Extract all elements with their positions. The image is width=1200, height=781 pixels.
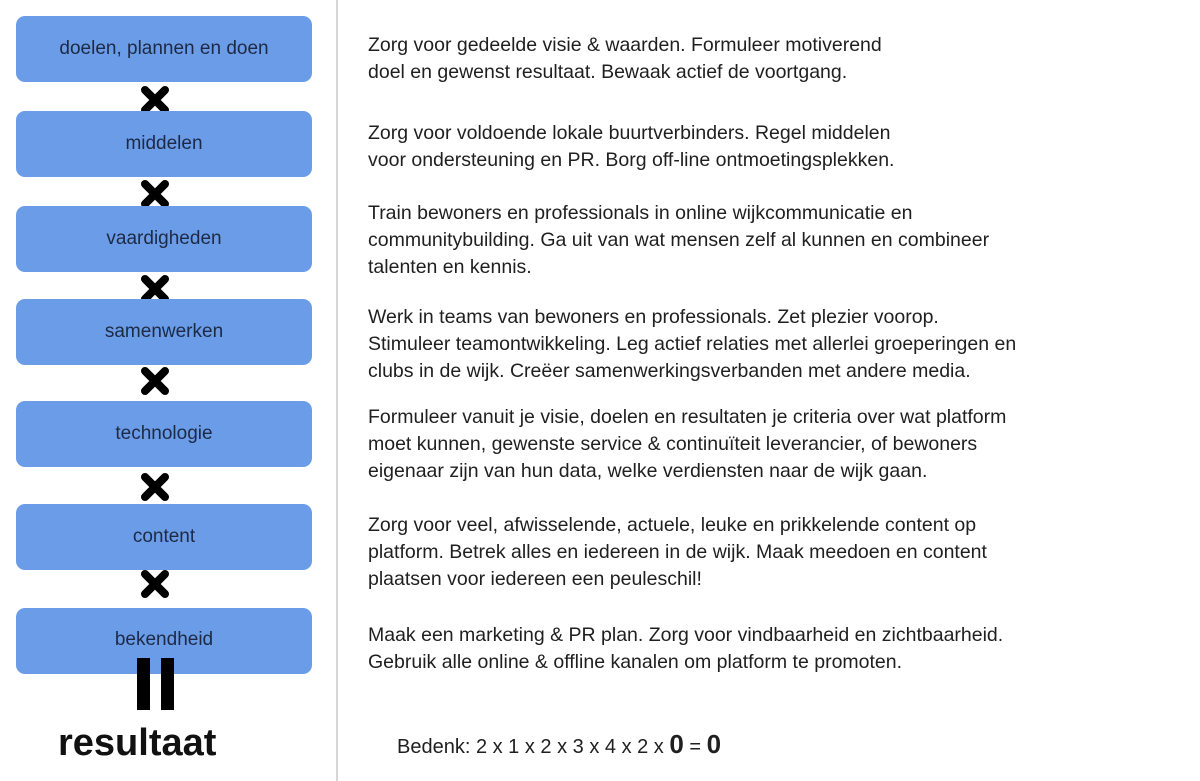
factor-box-vaardigheden bbox=[16, 206, 312, 272]
description-content bbox=[368, 512, 1188, 593]
factor-label: vaardigheden bbox=[106, 228, 222, 249]
description-line: Zorg voor veel, afwisselende, actuele, leuke en prikkelende content op bbox=[368, 514, 977, 536]
factor-label: content bbox=[132, 526, 196, 547]
description-line: doel en gewenst resultaat. Bewaak actief de voortgang. bbox=[368, 61, 848, 83]
description-bekendheid bbox=[368, 622, 1188, 676]
column-divider bbox=[336, 0, 338, 781]
multiply-icon bbox=[139, 471, 171, 503]
description-line: Gebruik alle online & offline kanalen om platform te promoten. bbox=[368, 651, 903, 673]
description-doelen bbox=[368, 32, 1188, 86]
factor-label: technologie bbox=[115, 423, 213, 444]
description-line: platform. Betrek alles en iedereen in de wijk. Maak meedoen en content bbox=[368, 541, 987, 563]
formula-zero-factor: 0 bbox=[669, 729, 684, 759]
description-line: clubs in de wijk. Creëer samenwerkingsverbanden met andere media. bbox=[368, 360, 971, 382]
description-technologie bbox=[368, 404, 1188, 485]
description-line: Formuleer vanuit je visie, doelen en resultaten je criteria over wat platform bbox=[368, 406, 1007, 428]
description-line: Zorg voor voldoende lokale buurtverbinders. Regel middelen bbox=[368, 122, 891, 144]
formula-outcome: 0 bbox=[706, 729, 722, 759]
description-line: talenten en kennis. bbox=[368, 256, 532, 278]
description-line: communitybuilding. Ga uit van wat mensen zelf al kunnen en combineer bbox=[368, 229, 990, 251]
factor-box-samenwerken bbox=[16, 299, 312, 365]
multiply-icon bbox=[139, 568, 171, 600]
description-line: eigenaar zijn van hun data, welke verdiensten naar de wijk gaan. bbox=[368, 460, 928, 482]
description-middelen bbox=[368, 120, 1188, 174]
description-line: Maak een marketing & PR plan. Zorg voor vindbaarheid en zichtbaarheid. bbox=[368, 624, 1004, 646]
description-line: Train bewoners en professionals in online wijkcommunicatie en bbox=[368, 202, 913, 224]
factor-box-middelen bbox=[16, 111, 312, 177]
formula-factors: Bedenk: 2 x 1 x 2 x 3 x 4 x 2 x bbox=[397, 736, 664, 758]
factor-box-content bbox=[16, 504, 312, 570]
description-line: Stimuleer teamontwikkeling. Leg actief relaties met allerlei groeperingen en bbox=[368, 333, 1017, 355]
description-line: plaatsen voor iedereen een peuleschil! bbox=[368, 568, 702, 590]
equals-icon bbox=[137, 658, 177, 710]
factor-box-doelen bbox=[16, 16, 312, 82]
description-samenwerken bbox=[368, 304, 1188, 385]
bedenk-formula bbox=[397, 729, 721, 760]
factor-box-technologie bbox=[16, 401, 312, 467]
description-line: voor ondersteuning en PR. Borg off-line ontmoetingsplekken. bbox=[368, 149, 895, 171]
multiply-icon bbox=[139, 365, 171, 397]
factor-label: middelen bbox=[125, 133, 203, 154]
description-line: Werk in teams van bewoners en professionals. Zet plezier voorop. bbox=[368, 306, 939, 328]
formula-equals: = bbox=[689, 736, 702, 758]
description-line: Zorg voor gedeelde visie & waarden. Formuleer motiverend bbox=[368, 34, 882, 56]
factor-label: bekendheid bbox=[114, 629, 214, 650]
factor-label: doelen, plannen en doen bbox=[59, 38, 269, 59]
result-label: resultaat bbox=[58, 722, 217, 764]
description-line: moet kunnen, gewenste service & continuïteit leverancier, of bewoners bbox=[368, 433, 978, 455]
factor-label: samenwerken bbox=[104, 321, 224, 342]
description-vaardigheden bbox=[368, 200, 1188, 281]
